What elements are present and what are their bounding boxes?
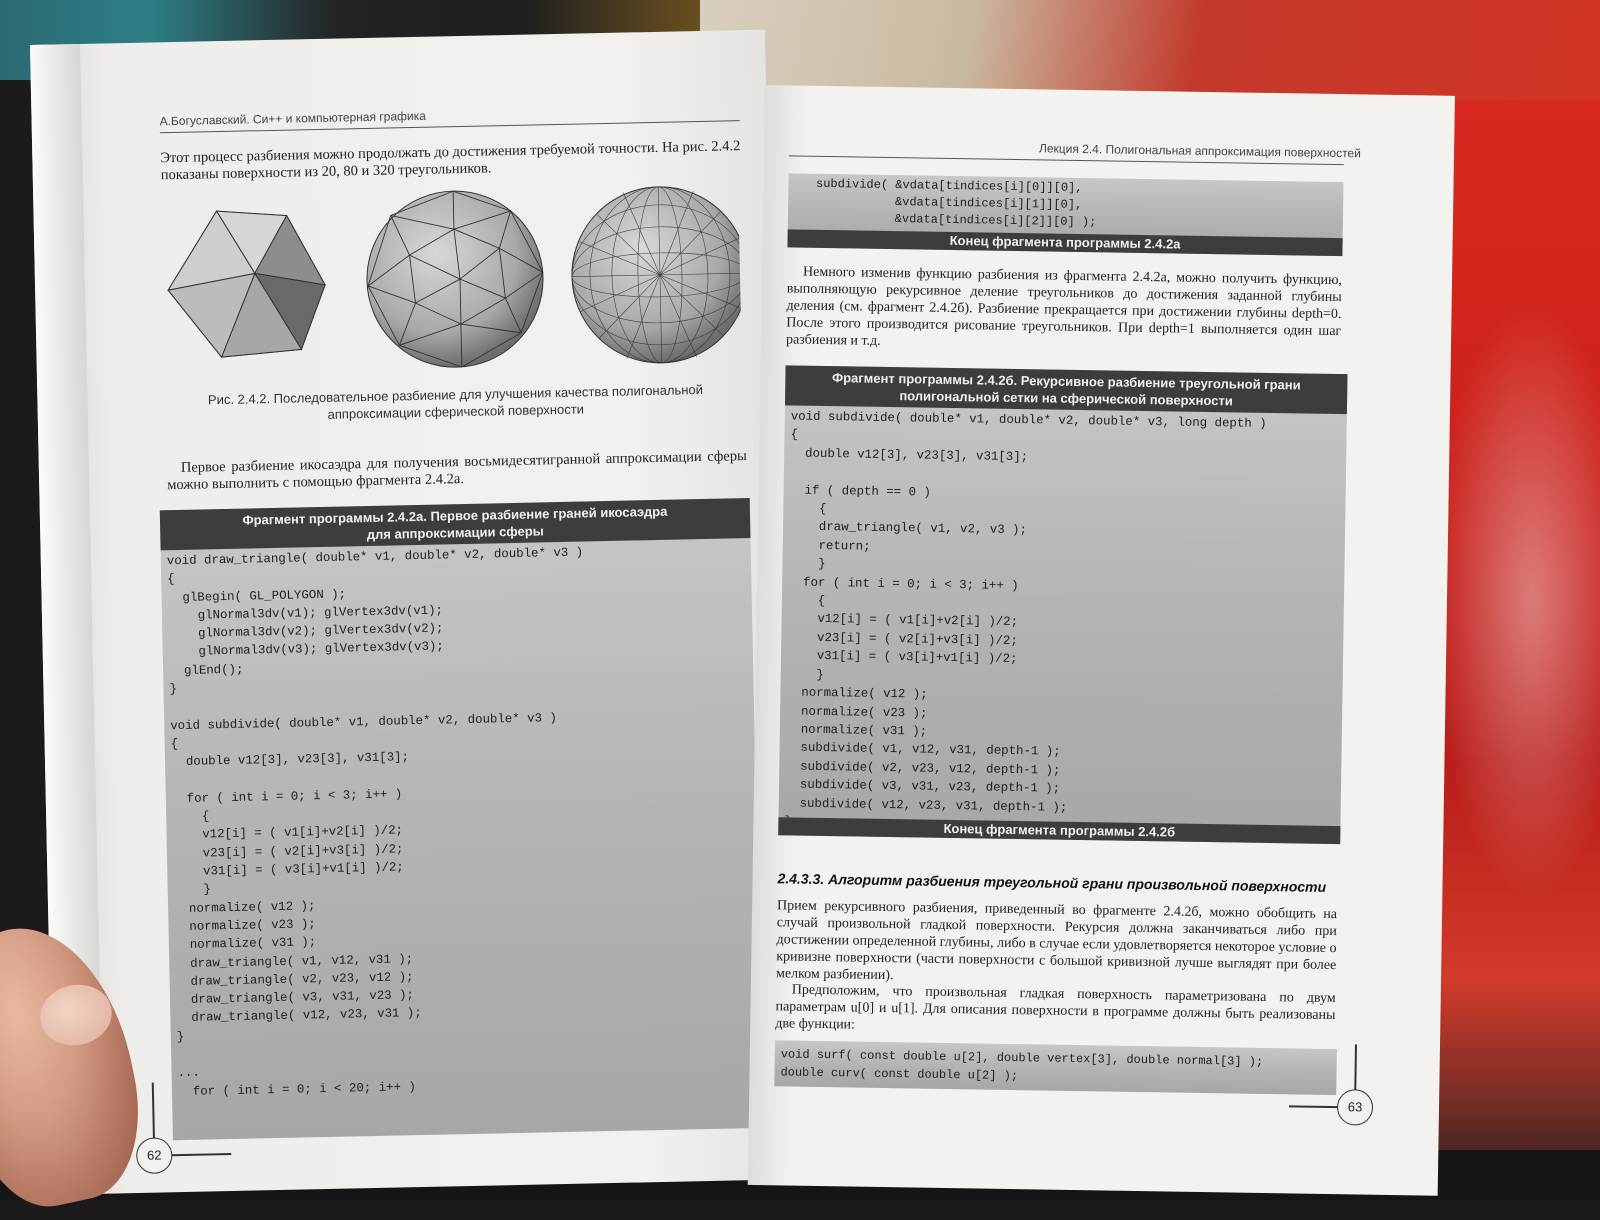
paragraph-parametrize: Предположим, что произвольная гладкая поверхность параметризована по двум параметрам u[0] и u[1]. Для описания поверхности в программе должны быть реализованы две функции: (775, 982, 1336, 1033)
page-number-rule (171, 1153, 231, 1156)
code-text: void draw_triangle( double* v1, double* v2, double* v3 ) { glBegin( GL_POLYGON ); glNormal3dv(v1); glVertex3dv(v1); glNormal3dv(v2); glVertex3dv(v2); glNormal3dv(v3); glVertex3dv(v3); glEnd(); } void subdivide( double* v1, double* v2, double* v3 ) { double v12[3], v23[3], v31[3]; for ( int i = 0; i < 3; i++ ) { v12[i] = ( v1[i]+v2[i] )/2; v23[i] = ( v2[i]+v3[i] )/2; v31[i] = ( v3[i]+v1[i] )/2; } normalize( v12 ); normalize( v23 ); normalize( v31 ); draw_triangle( v1, v12, v31 ); draw_triangle( v2, v23, v12 ); draw_triangle( v3, v31, v23 ); draw_triangle( v12, v23, v31 ); } ... for ( int i = 0; i < 20; i++ ) (166, 545, 584, 1099)
paragraph-recursive: Немного изменив функцию разбиения из фрагмента 2.4.2а, можно получить функцию, выполняющую рекурсивное деление треугольников до достижения заданной глубины деления (см. фрагмент 2.4.2б). Разбиение прекращается при достижении глубины depth=0. После этого производится рисование треугольников. При depth=1 выполняется один шаг разбиения и т.д. (785, 264, 1343, 349)
figure-caption-line1: Рис. 2.4.2. Последовательное разбиение для улучшения качества полигональной (207, 381, 704, 408)
left-page (30, 30, 789, 1195)
paragraph-generalize: Прием рекурсивного разбиения, приведенный во фрагменте 2.4.2б, можно обобщить на случай произвольной гладкой поверхности. Рекурсия должна заканчиваться либо при достижении определенной глубины, либо в случае если удовлетворяется некоторое условие о кривизне поверхности (части поверхности с большой кривизной лучше выглядят при более мелком разбиении). (775, 898, 1338, 984)
code-end-label: Конец фрагмента программы 2.4.2а (787, 229, 1342, 256)
code-listing-2-4-2a-end (787, 173, 1343, 256)
sphere-80-icon (365, 189, 545, 369)
code-listing-2-4-2b (778, 365, 1347, 844)
running-head-right: Лекция 2.4. Полигональная аппроксимация поверхностей (1038, 141, 1361, 161)
page-number-left: 62 (136, 1137, 173, 1174)
light-reflection (1430, 300, 1600, 900)
page-number-rule (1289, 1105, 1339, 1107)
code-listing-2-4-2a (160, 498, 763, 1140)
page-number-right: 63 (1337, 1089, 1374, 1126)
section-heading: 2.4.3.3. Алгоритм разбиения треугольной грани произвольной поверхности (777, 870, 1327, 895)
sphere-320-icon (570, 185, 742, 365)
figure-subdivided-spheres (158, 178, 742, 380)
right-page (748, 85, 1455, 1196)
running-head-left: А.Богуславский. Си++ и компьютерная графика (159, 108, 426, 129)
code2-title-line1: Фрагмент программы 2.4.2б. Рекурсивное разбиение треугольной грани (831, 370, 1301, 393)
body-paragraph: Первое разбиение икосаэдра для получения восьмидесятигранной аппроксимации сферы можно выполнить с помощью фрагмента 2.4.2а. (167, 448, 747, 494)
code-title-line2: для аппроксимации сферы (366, 523, 544, 543)
figure-caption (165, 380, 746, 426)
code2-title-line2: полигональной сетки на сферической поверхности (899, 388, 1233, 409)
code2-text: void subdivide( double* v1, double* v2, double* v3, long depth ) { double v12[3], v23[3], v31[3]; if ( depth == 0 ) { draw_triangle( v1, v2, v3 ); return; } for ( int i = 0; i < 3; i++ ) { v12[i] = ( v1[i]+v2[i] )/2; v23[i] = ( v2[i]+v3[i] )/2; v31[i] = ( v3[i]+v1[i] )/2; } normalize( v12 ); normalize( v23 ); normalize( v31 ); subdivide( v1, v12, v31, depth-1 ); subdivide( v2, v23, v12, depth-1 ); subdivide( v3, v31, v23, depth-1 ); subdivide( v12, v23, v31, depth-1 ); (790, 409, 1267, 815)
figure-caption-line2: аппроксимации сферической поверхности (327, 401, 585, 422)
code-continuation: subdivide( &vdata[tindices[i][0]][0], &vdata[tindices[i][1]][0], &vdata[tindices[i][2]][0] ); (793, 176, 1097, 230)
code-title-line1: Фрагмент программы 2.4.2а. Первое разбиение граней икосаэдра (242, 503, 668, 528)
intro-paragraph: Этот процесс разбиения можно продолжать до достижения требуемой точности. На рис. 2.4.2 показаны поверхности из 20, 80 и 320 треугольников. (160, 138, 741, 184)
code3-text: void surf( const double u[2], double vertex[3], double normal[3] ); double curv( const double u[2] ); (780, 1047, 1264, 1084)
icosahedron-20-icon (167, 209, 327, 358)
code2-end-label: Конец фрагмента программы 2.4.2б (778, 817, 1340, 844)
code-listing-functions (774, 1040, 1337, 1095)
